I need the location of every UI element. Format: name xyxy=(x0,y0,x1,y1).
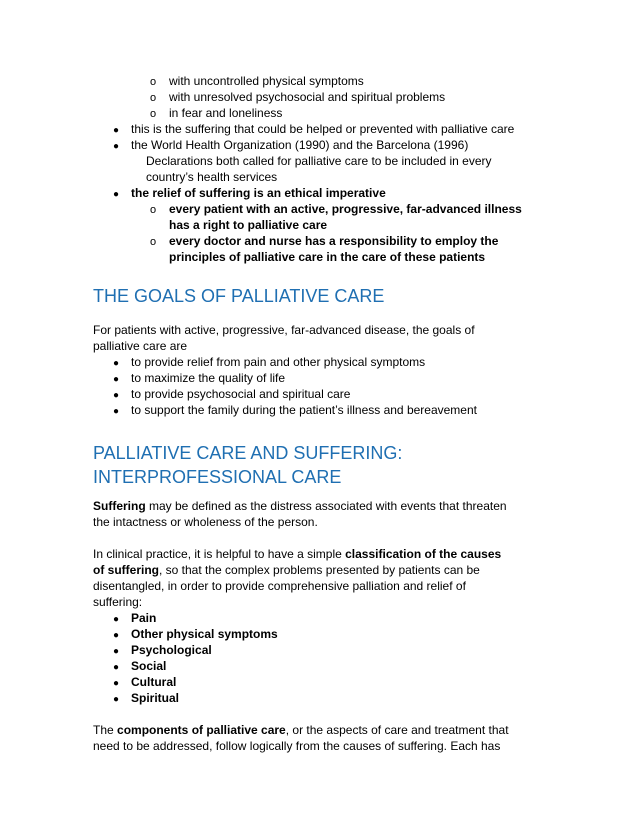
list-item: with unresolved psychosocial and spiritual problems xyxy=(169,90,446,104)
paragraph-line xyxy=(93,499,507,514)
section-heading: PALLIATIVE CARE AND SUFFERING: xyxy=(93,443,403,463)
emphasis: of suffering xyxy=(93,563,159,577)
bullet-icon: ● xyxy=(113,390,120,401)
list-item: the World Health Organization (1990) and the Barcelona (1996) xyxy=(131,138,469,152)
paragraph-line xyxy=(93,723,509,738)
paragraph-line xyxy=(93,563,480,578)
list-item: this is the suffering that could be helped or prevented with palliative care xyxy=(131,122,515,136)
bullet-icon: ● xyxy=(113,358,120,369)
term: Suffering xyxy=(93,499,146,513)
list-item: to provide relief from pain and other physical symptoms xyxy=(131,355,426,369)
circle-bullet-icon: o xyxy=(150,108,157,120)
list-item: with uncontrolled physical symptoms xyxy=(169,74,364,88)
bullet-icon: ● xyxy=(113,678,120,689)
paragraph-line: For patients with active, progressive, far-advanced disease, the goals of xyxy=(93,323,475,337)
circle-bullet-icon: o xyxy=(150,236,157,248)
list-item: Other physical symptoms xyxy=(131,627,278,641)
section-heading: THE GOALS OF PALLIATIVE CARE xyxy=(93,286,385,306)
section-heading: INTERPROFESSIONAL CARE xyxy=(93,467,342,487)
list-item: Pain xyxy=(131,611,157,625)
list-item: Social xyxy=(131,659,167,673)
text-run: may be defined as the distress associated with events that threaten xyxy=(145,499,507,513)
list-item: Spiritual xyxy=(131,691,180,705)
bullet-icon: ● xyxy=(113,646,120,657)
text-run: , so that the complex problems presented by patients can be xyxy=(159,563,480,577)
list-item-continued: country’s health services xyxy=(146,170,278,184)
text-run: In clinical practice, it is helpful to have a simple xyxy=(93,547,346,561)
text-run: , or the aspects of care and treatment that xyxy=(285,723,509,737)
bullet-icon: ● xyxy=(113,694,120,705)
list-item-continued: principles of palliative care in the care of these patients xyxy=(169,250,486,264)
emphasis: classification of the causes xyxy=(345,547,502,561)
list-item-continued: has a right to palliative care xyxy=(169,218,328,232)
bullet-icon: ● xyxy=(113,662,120,673)
bullet-icon: ● xyxy=(113,374,120,385)
bullet-icon: ● xyxy=(113,189,120,200)
paragraph-line: the intactness or wholeness of the person. xyxy=(93,515,318,529)
bullet-icon: ● xyxy=(113,406,120,417)
bullet-icon: ● xyxy=(113,630,120,641)
paragraph-line xyxy=(93,547,501,562)
paragraph-line: suffering: xyxy=(93,595,143,609)
list-item: to provide psychosocial and spiritual care xyxy=(131,387,351,401)
text-run: The xyxy=(93,723,118,737)
bullet-icon: ● xyxy=(113,141,120,152)
bullet-icon: ● xyxy=(113,125,120,136)
list-item: every doctor and nurse has a responsibility to employ the xyxy=(169,234,499,248)
list-item-continued: Declarations both called for palliative care to be included in every xyxy=(146,154,492,168)
bullet-icon: ● xyxy=(113,614,120,625)
emphasis: components of palliative care xyxy=(117,723,286,737)
circle-bullet-icon: o xyxy=(150,92,157,104)
list-item: to maximize the quality of life xyxy=(131,371,286,385)
list-item: to support the family during the patient’s illness and bereavement xyxy=(131,403,477,417)
paragraph-line: disentangled, in order to provide comprehensive palliation and relief of xyxy=(93,579,466,593)
list-item: Cultural xyxy=(131,675,177,689)
list-item: in fear and loneliness xyxy=(169,106,283,120)
paragraph-line: need to be addressed, follow logically from the causes of suffering. Each has xyxy=(93,739,501,753)
circle-bullet-icon: o xyxy=(150,76,157,88)
list-item: every patient with an active, progressive, far-advanced illness xyxy=(169,202,522,216)
paragraph-line: palliative care are xyxy=(93,339,188,353)
circle-bullet-icon: o xyxy=(150,204,157,216)
list-item: Psychological xyxy=(131,643,212,657)
list-item: the relief of suffering is an ethical imperative xyxy=(131,186,386,200)
